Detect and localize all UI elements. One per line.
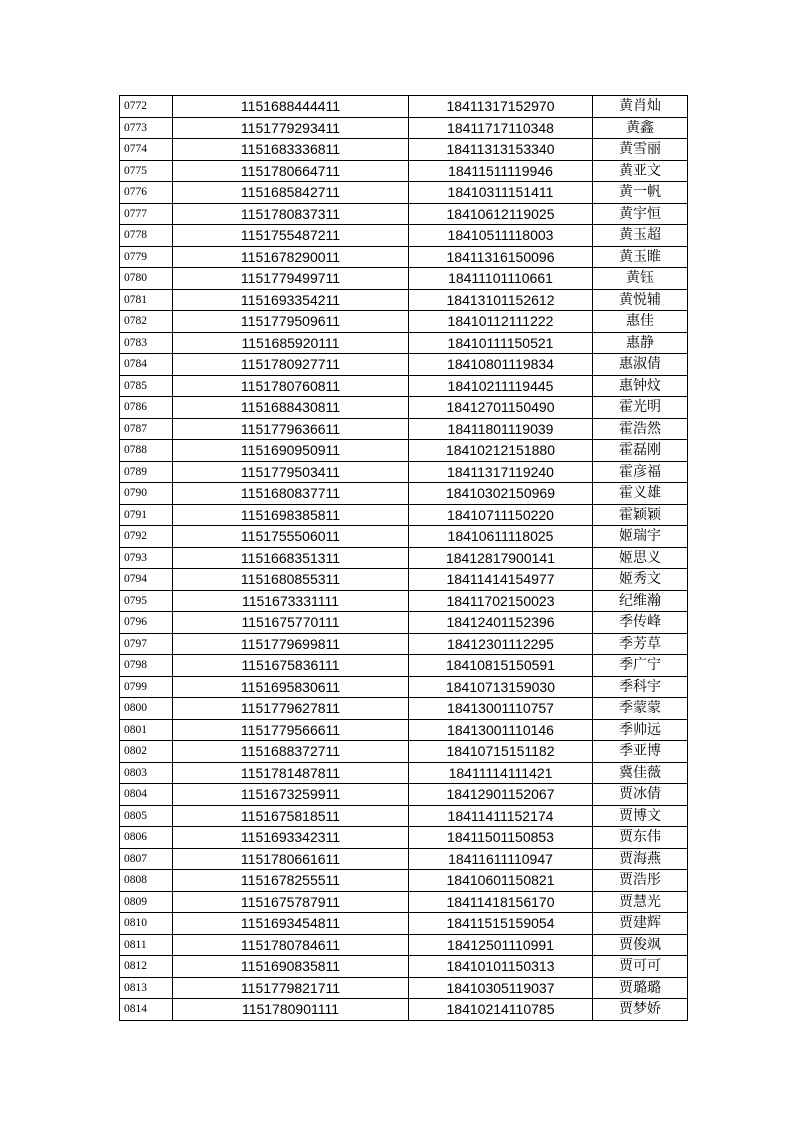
student-name-cell: 黄宇恒: [593, 203, 688, 225]
id-number-cell: 1151675836111: [173, 655, 409, 677]
serial-number-cell: 0792: [120, 526, 173, 548]
student-name-cell: 霍磊刚: [593, 440, 688, 462]
student-name-cell: 贾博文: [593, 805, 688, 827]
student-name-cell: 黄肖灿: [593, 96, 688, 118]
serial-number-cell: 0809: [120, 891, 173, 913]
exam-number-cell: 18410305119037: [409, 977, 593, 999]
student-name-cell: 贾可可: [593, 956, 688, 978]
table-row: [120, 762, 688, 784]
table-row: [120, 569, 688, 591]
exam-number-cell: 18410101150313: [409, 956, 593, 978]
exam-number-cell: 18412501110991: [409, 934, 593, 956]
student-name-cell: 黄玉超: [593, 225, 688, 247]
id-number-cell: 1151685920111: [173, 332, 409, 354]
exam-number-cell: 18411702150023: [409, 590, 593, 612]
id-number-cell: 1151675818511: [173, 805, 409, 827]
table-row: [120, 805, 688, 827]
table-row: [120, 139, 688, 161]
serial-number-cell: 0813: [120, 977, 173, 999]
exam-number-cell: 18412901152067: [409, 784, 593, 806]
student-name-cell: 惠淑倩: [593, 354, 688, 376]
exam-number-cell: 18410212151880: [409, 440, 593, 462]
student-name-cell: 霍彦福: [593, 461, 688, 483]
table-row: [120, 289, 688, 311]
student-name-cell: 黄亚文: [593, 160, 688, 182]
student-name-cell: 冀佳薇: [593, 762, 688, 784]
id-number-cell: 1151755506011: [173, 526, 409, 548]
serial-number-cell: 0780: [120, 268, 173, 290]
table-row: [120, 655, 688, 677]
table-row: [120, 676, 688, 698]
id-number-cell: 1151780661611: [173, 848, 409, 870]
student-name-cell: 惠佳: [593, 311, 688, 333]
student-name-cell: 黄玉睢: [593, 246, 688, 268]
serial-number-cell: 0808: [120, 870, 173, 892]
exam-number-cell: 18411114111421: [409, 762, 593, 784]
id-number-cell: 1151781487811: [173, 762, 409, 784]
id-number-cell: 1151688444411: [173, 96, 409, 118]
student-name-cell: 惠静: [593, 332, 688, 354]
id-number-cell: 1151673331111: [173, 590, 409, 612]
serial-number-cell: 0781: [120, 289, 173, 311]
serial-number-cell: 0798: [120, 655, 173, 677]
id-number-cell: 1151779821711: [173, 977, 409, 999]
id-number-cell: 1151779699811: [173, 633, 409, 655]
exam-number-cell: 18410214110785: [409, 999, 593, 1021]
serial-number-cell: 0783: [120, 332, 173, 354]
id-number-cell: 1151685842711: [173, 182, 409, 204]
table-row: [120, 698, 688, 720]
student-name-cell: 贾建辉: [593, 913, 688, 935]
id-number-cell: 1151780664711: [173, 160, 409, 182]
student-name-cell: 贾冰倩: [593, 784, 688, 806]
table-row: [120, 956, 688, 978]
exam-number-cell: 18413101152612: [409, 289, 593, 311]
serial-number-cell: 0806: [120, 827, 173, 849]
table-row: [120, 96, 688, 118]
id-number-cell: 1151673259911: [173, 784, 409, 806]
exam-number-cell: 18411418156170: [409, 891, 593, 913]
id-number-cell: 1151678290011: [173, 246, 409, 268]
table-row: [120, 354, 688, 376]
id-number-cell: 1151690835811: [173, 956, 409, 978]
student-name-cell: 霍浩然: [593, 418, 688, 440]
id-number-cell: 1151780927711: [173, 354, 409, 376]
student-name-cell: 霍义雄: [593, 483, 688, 505]
table-row: [120, 633, 688, 655]
exam-number-cell: 18410511118003: [409, 225, 593, 247]
exam-number-cell: 18410713159030: [409, 676, 593, 698]
id-number-cell: 1151693454811: [173, 913, 409, 935]
table-row: [120, 934, 688, 956]
id-number-cell: 1151680837711: [173, 483, 409, 505]
id-number-cell: 1151693342311: [173, 827, 409, 849]
serial-number-cell: 0776: [120, 182, 173, 204]
exam-number-cell: 18411411152174: [409, 805, 593, 827]
student-name-cell: 黄一帆: [593, 182, 688, 204]
exam-number-cell: 18411317119240: [409, 461, 593, 483]
student-name-cell: 霍颖颖: [593, 504, 688, 526]
table-row: [120, 311, 688, 333]
exam-number-cell: 18412701150490: [409, 397, 593, 419]
serial-number-cell: 0785: [120, 375, 173, 397]
exam-number-cell: 18410111150521: [409, 332, 593, 354]
exam-number-cell: 18411313153340: [409, 139, 593, 161]
id-number-cell: 1151780784611: [173, 934, 409, 956]
table-row: [120, 526, 688, 548]
exam-number-cell: 18411515159054: [409, 913, 593, 935]
exam-number-cell: 18411611110947: [409, 848, 593, 870]
table-row: [120, 483, 688, 505]
id-number-cell: 1151779566611: [173, 719, 409, 741]
id-number-cell: 1151688372711: [173, 741, 409, 763]
student-name-cell: 黄鑫: [593, 117, 688, 139]
student-name-cell: 季蒙蒙: [593, 698, 688, 720]
serial-number-cell: 0775: [120, 160, 173, 182]
table-row: [120, 225, 688, 247]
table-row: [120, 741, 688, 763]
table-row: [120, 913, 688, 935]
table-row: [120, 547, 688, 569]
exam-number-cell: 18412401152396: [409, 612, 593, 634]
id-number-cell: 1151779503411: [173, 461, 409, 483]
serial-number-cell: 0788: [120, 440, 173, 462]
exam-number-cell: 18411511119946: [409, 160, 593, 182]
table-row: [120, 891, 688, 913]
id-number-cell: 1151779293411: [173, 117, 409, 139]
student-name-cell: 贾海燕: [593, 848, 688, 870]
table-row: [120, 612, 688, 634]
exam-number-cell: 18410612119025: [409, 203, 593, 225]
id-number-cell: 1151780837311: [173, 203, 409, 225]
serial-number-cell: 0778: [120, 225, 173, 247]
serial-number-cell: 0782: [120, 311, 173, 333]
serial-number-cell: 0784: [120, 354, 173, 376]
student-name-cell: 季科宇: [593, 676, 688, 698]
student-name-cell: 姬瑞宇: [593, 526, 688, 548]
serial-number-cell: 0797: [120, 633, 173, 655]
exam-number-cell: 18412817900141: [409, 547, 593, 569]
exam-number-cell: 18412301112295: [409, 633, 593, 655]
id-number-cell: 1151683336811: [173, 139, 409, 161]
id-number-cell: 1151690950911: [173, 440, 409, 462]
id-number-cell: 1151675787911: [173, 891, 409, 913]
table-row: [120, 461, 688, 483]
table-row: [120, 117, 688, 139]
table-row: [120, 827, 688, 849]
id-number-cell: 1151675770111: [173, 612, 409, 634]
student-name-cell: 季传峰: [593, 612, 688, 634]
student-name-cell: 贾俊飒: [593, 934, 688, 956]
exam-number-cell: 18411801119039: [409, 418, 593, 440]
student-name-cell: 季广宁: [593, 655, 688, 677]
exam-number-cell: 18410302150969: [409, 483, 593, 505]
table-row: [120, 160, 688, 182]
serial-number-cell: 0796: [120, 612, 173, 634]
exam-number-cell: 18411317152970: [409, 96, 593, 118]
student-name-cell: 季芳草: [593, 633, 688, 655]
serial-number-cell: 0803: [120, 762, 173, 784]
table-row: [120, 848, 688, 870]
student-name-cell: 黄悦辅: [593, 289, 688, 311]
id-number-cell: 1151779627811: [173, 698, 409, 720]
exam-number-cell: 18413001110146: [409, 719, 593, 741]
student-name-cell: 黄雪丽: [593, 139, 688, 161]
serial-number-cell: 0777: [120, 203, 173, 225]
student-name-cell: 季亚博: [593, 741, 688, 763]
id-number-cell: 1151779636611: [173, 418, 409, 440]
table-row: [120, 268, 688, 290]
student-name-cell: 贾东伟: [593, 827, 688, 849]
exam-number-cell: 18413001110757: [409, 698, 593, 720]
id-number-cell: 1151780901111: [173, 999, 409, 1021]
exam-number-cell: 18410801119834: [409, 354, 593, 376]
serial-number-cell: 0786: [120, 397, 173, 419]
serial-number-cell: 0805: [120, 805, 173, 827]
table-row: [120, 870, 688, 892]
id-number-cell: 1151668351311: [173, 547, 409, 569]
serial-number-cell: 0774: [120, 139, 173, 161]
id-number-cell: 1151780760811: [173, 375, 409, 397]
serial-number-cell: 0790: [120, 483, 173, 505]
id-number-cell: 1151779499711: [173, 268, 409, 290]
serial-number-cell: 0804: [120, 784, 173, 806]
student-name-cell: 姬思义: [593, 547, 688, 569]
id-number-cell: 1151698385811: [173, 504, 409, 526]
exam-number-cell: 18410601150821: [409, 870, 593, 892]
table-row: [120, 397, 688, 419]
serial-number-cell: 0779: [120, 246, 173, 268]
serial-number-cell: 0773: [120, 117, 173, 139]
serial-number-cell: 0801: [120, 719, 173, 741]
serial-number-cell: 0799: [120, 676, 173, 698]
table-row: [120, 332, 688, 354]
serial-number-cell: 0807: [120, 848, 173, 870]
id-number-cell: 1151755487211: [173, 225, 409, 247]
student-name-cell: 贾梦娇: [593, 999, 688, 1021]
id-number-cell: 1151688430811: [173, 397, 409, 419]
exam-number-cell: 18410112111222: [409, 311, 593, 333]
table-row: [120, 590, 688, 612]
student-name-cell: 霍光明: [593, 397, 688, 419]
exam-number-cell: 18411101110661: [409, 268, 593, 290]
serial-number-cell: 0800: [120, 698, 173, 720]
table-row: [120, 440, 688, 462]
table-row: [120, 203, 688, 225]
student-name-cell: 贾慧光: [593, 891, 688, 913]
serial-number-cell: 0791: [120, 504, 173, 526]
serial-number-cell: 0814: [120, 999, 173, 1021]
table-row: [120, 999, 688, 1021]
table-row: [120, 246, 688, 268]
student-name-cell: 贾璐璐: [593, 977, 688, 999]
serial-number-cell: 0789: [120, 461, 173, 483]
table-row: [120, 418, 688, 440]
table-row: [120, 977, 688, 999]
id-number-cell: 1151693354211: [173, 289, 409, 311]
id-number-cell: 1151695830611: [173, 676, 409, 698]
serial-number-cell: 0811: [120, 934, 173, 956]
exam-number-cell: 18410715151182: [409, 741, 593, 763]
id-number-cell: 1151680855311: [173, 569, 409, 591]
serial-number-cell: 0810: [120, 913, 173, 935]
exam-number-cell: 18410211119445: [409, 375, 593, 397]
serial-number-cell: 0802: [120, 741, 173, 763]
serial-number-cell: 0793: [120, 547, 173, 569]
table-row: [120, 784, 688, 806]
exam-number-cell: 18410311151411: [409, 182, 593, 204]
student-name-cell: 惠钟炆: [593, 375, 688, 397]
student-name-cell: 黄钰: [593, 268, 688, 290]
student-name-cell: 季帅远: [593, 719, 688, 741]
student-name-cell: 姬秀文: [593, 569, 688, 591]
id-number-cell: 1151678255511: [173, 870, 409, 892]
exam-number-cell: 18410611118025: [409, 526, 593, 548]
exam-number-cell: 18411717110348: [409, 117, 593, 139]
id-number-cell: 1151779509611: [173, 311, 409, 333]
serial-number-cell: 0812: [120, 956, 173, 978]
serial-number-cell: 0787: [120, 418, 173, 440]
serial-number-cell: 0772: [120, 96, 173, 118]
table-row: [120, 375, 688, 397]
roster-table-body: [120, 96, 688, 1021]
student-name-cell: 贾浩彤: [593, 870, 688, 892]
table-row: [120, 719, 688, 741]
exam-number-cell: 18411414154977: [409, 569, 593, 591]
table-row: [120, 182, 688, 204]
serial-number-cell: 0794: [120, 569, 173, 591]
student-name-cell: 纪维瀚: [593, 590, 688, 612]
exam-number-cell: 18410711150220: [409, 504, 593, 526]
exam-number-cell: 18410815150591: [409, 655, 593, 677]
serial-number-cell: 0795: [120, 590, 173, 612]
table-row: [120, 504, 688, 526]
exam-number-cell: 18411316150096: [409, 246, 593, 268]
roster-table: [119, 95, 688, 1021]
exam-number-cell: 18411501150853: [409, 827, 593, 849]
